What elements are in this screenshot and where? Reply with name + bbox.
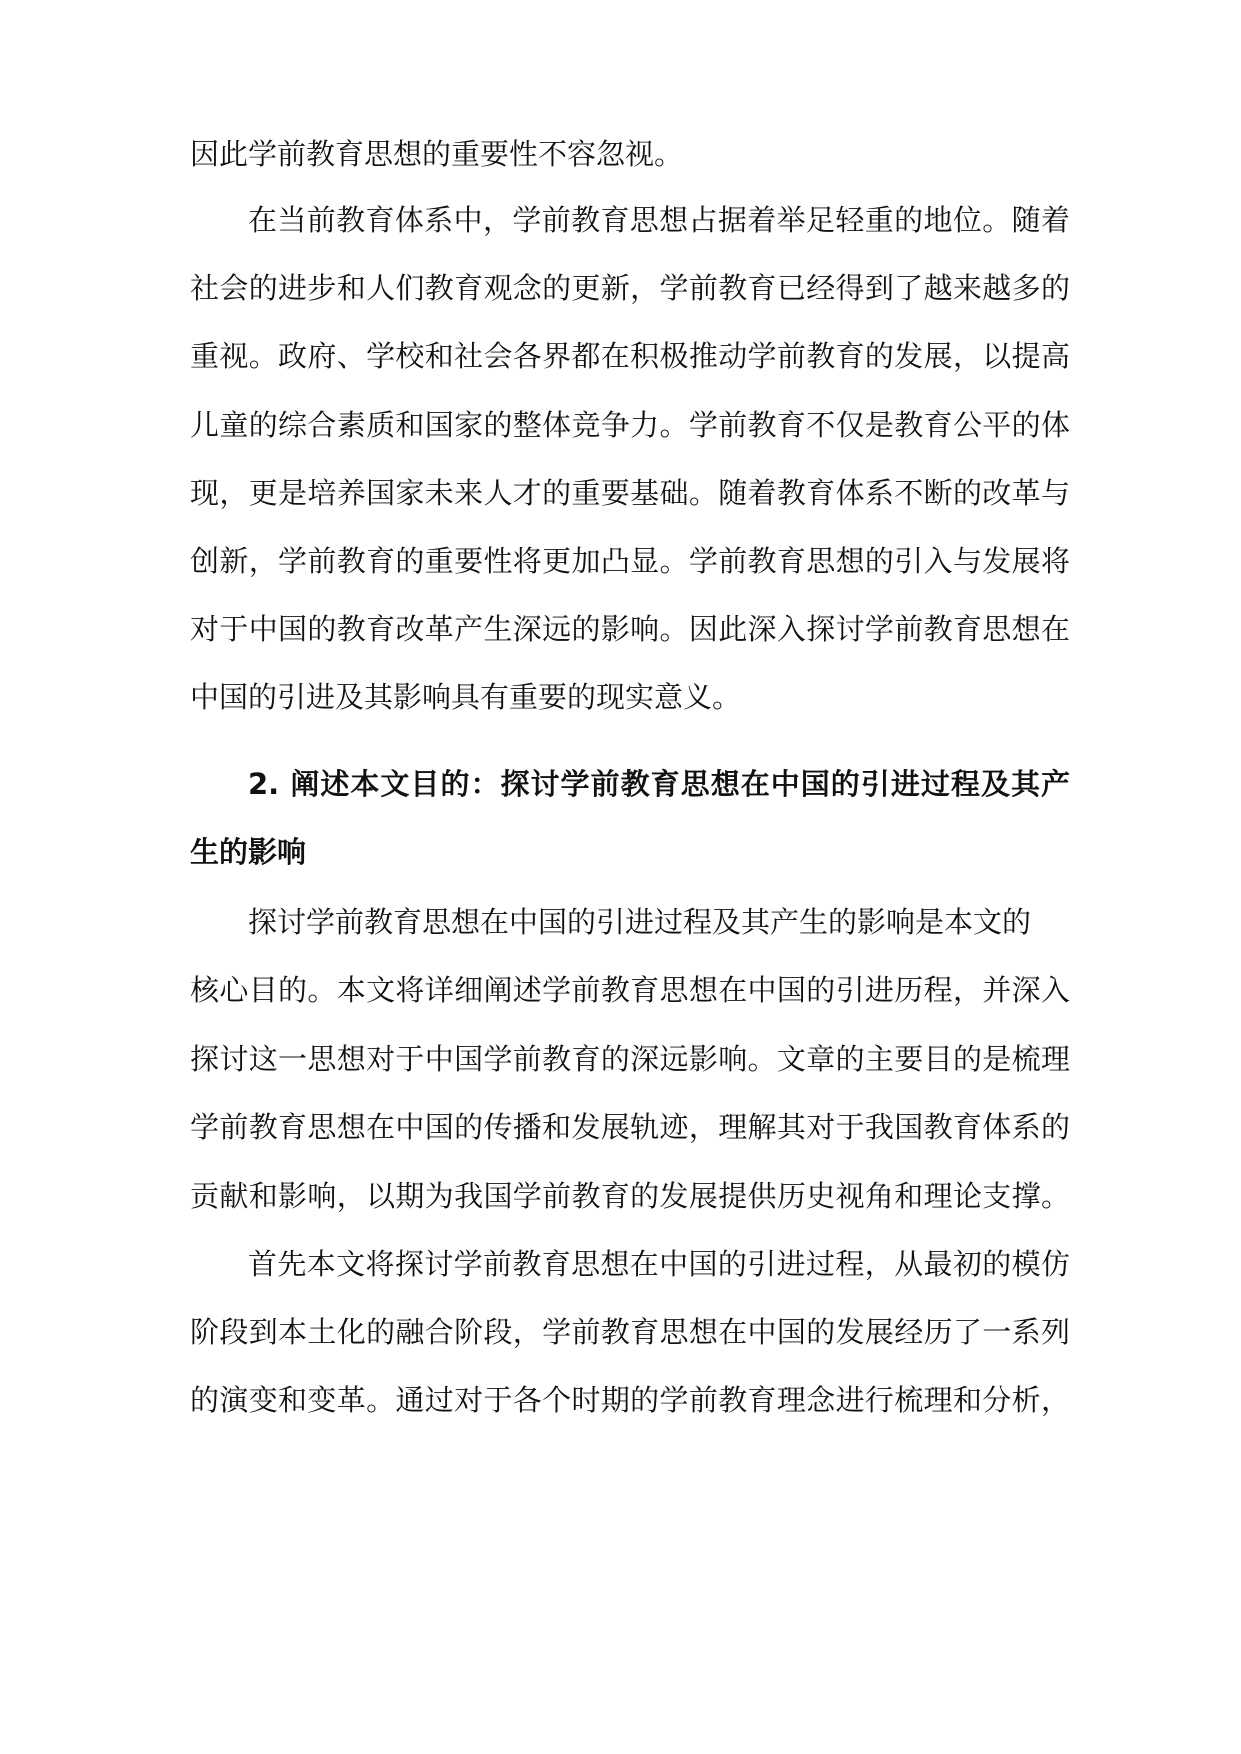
paragraph-line: 对于中国的教育改革产生深远的影响。因此深入探讨学前教育思想在 [190, 612, 1070, 646]
paragraph-line: 阶段到本土化的融合阶段，学前教育思想在中国的发展经历了一系列 [190, 1315, 1070, 1349]
section-heading: 生的影响 [190, 835, 307, 869]
paragraph-line: 中国的引进及其影响具有重要的现实意义。 [190, 680, 742, 714]
paragraph-line: 首先本文将探讨学前教育思想在中国的引进过程，从最初的模仿 [248, 1247, 1070, 1281]
paragraph-line: 贡献和影响，以期为我国学前教育的发展提供历史视角和理论支撑。 [190, 1179, 1070, 1213]
paragraph-line: 在当前教育体系中，学前教育思想占据着举足轻重的地位。随着 [248, 203, 1070, 237]
paragraph-line: 核心目的。本文将详细阐述学前教育思想在中国的引进历程，并深入 [190, 973, 1070, 1007]
paragraph-line: 因此学前教育思想的重要性不容忽视。 [190, 137, 684, 171]
paragraph-line: 的演变和变革。通过对于各个时期的学前教育理念进行梳理和分析， [190, 1383, 1070, 1417]
paragraph-line: 学前教育思想在中国的传播和发展轨迹，理解其对于我国教育体系的 [190, 1110, 1070, 1144]
section-heading: 2. 阐述本文目的：探讨学前教育思想在中国的引进过程及其产 [248, 767, 1070, 801]
paragraph-line: 重视。政府、学校和社会各界都在积极推动学前教育的发展，以提高 [190, 339, 1070, 373]
paragraph-line: 创新，学前教育的重要性将更加凸显。学前教育思想的引入与发展将 [190, 544, 1070, 578]
paragraph-line: 探讨这一思想对于中国学前教育的深远影响。文章的主要目的是梳理 [190, 1042, 1070, 1076]
paragraph-line: 社会的进步和人们教育观念的更新，学前教育已经得到了越来越多的 [190, 271, 1070, 305]
paragraph-line: 儿童的综合素质和国家的整体竞争力。学前教育不仅是教育公平的体 [190, 408, 1070, 442]
paragraph-line: 现，更是培养国家未来人才的重要基础。随着教育体系不断的改革与 [190, 476, 1070, 510]
paragraph-line: 探讨学前教育思想在中国的引进过程及其产生的影响是本文的 [248, 905, 1032, 939]
